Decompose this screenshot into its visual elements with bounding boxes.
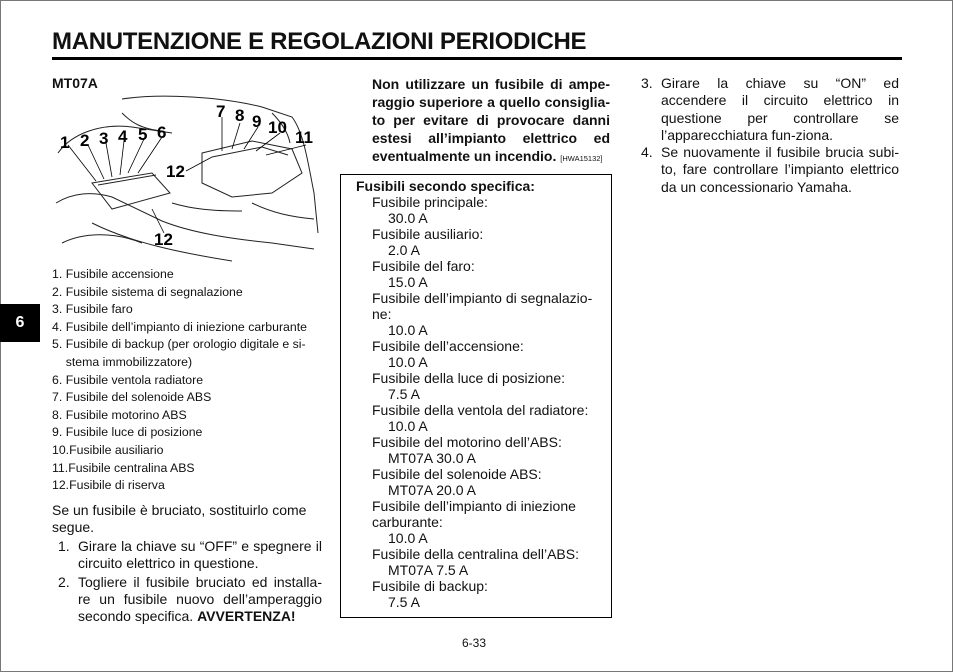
legend-item: 2. Fusibile sistema di segnalazione — [52, 284, 243, 299]
diagram-label-11: 11 — [295, 128, 313, 147]
warning-text: Non utilizzare un fusibile di ampe-raggio superiore a quello consiglia-to per evitare di provocare danni estesi all’impianto elettrico ed eventualmente un incendio. [HWA15132] — [372, 76, 610, 164]
legend-item: 5. Fusibile di backup (per orologio digitale e si-stema immobilizzatore) — [52, 337, 306, 369]
fuse-box-diagram — [52, 93, 320, 265]
spec-item: Fusibile del motorino dell’ABS: MT07A 30.0 A — [372, 434, 562, 466]
legend-item: 8. Fusibile motorino ABS — [52, 407, 187, 422]
diagram-label-4: 4 — [118, 127, 128, 146]
diagram-label-8: 8 — [235, 106, 245, 125]
spec-item: Fusibile del faro: 15.0 A — [372, 258, 475, 290]
diagram-label-10: 10 — [268, 118, 287, 137]
diagram-label-1: 1 — [60, 133, 70, 152]
spec-item: Fusibile della centralina dell’ABS: MT07A 7.5 A — [372, 546, 579, 578]
spec-item: Fusibile del solenoide ABS: MT07A 20.0 A — [372, 466, 542, 498]
spec-item: Fusibile principale: 30.0 A — [372, 194, 488, 226]
page-title: MANUTENZIONE E REGOLAZIONI PERIODICHE — [52, 28, 587, 55]
legend-item: 1. Fusibile accensione — [52, 267, 174, 281]
diagram-label-5: 5 — [138, 125, 148, 144]
legend-item: 9. Fusibile luce di posizione — [52, 425, 203, 440]
warning-keyword: AVVERTENZA! — [197, 608, 296, 624]
replacement-steps-continued — [641, 75, 899, 196]
diagram-label-6: 6 — [157, 123, 167, 142]
legend-item: 7. Fusibile del solenoide ABS — [52, 390, 212, 405]
title-rule — [52, 57, 902, 60]
legend-item: 10. Fusibile ausiliario — [52, 442, 164, 457]
diagram-label-2: 2 — [80, 131, 90, 150]
legend-item: 12. Fusibile di riserva — [52, 478, 165, 493]
legend-item: 11. Fusibile centralina ABS — [52, 460, 195, 475]
legend-item: 6. Fusibile ventola radiatore — [52, 372, 204, 387]
legend-item: 3. Fusibile faro — [52, 302, 133, 317]
page-number: 6-33 — [462, 636, 487, 650]
spec-title: Fusibili secondo specifica: — [356, 178, 535, 194]
diagram-label-12-top: 12 — [166, 162, 185, 181]
spec-item: Fusibile della ventola del radiatore: 10.0 A — [372, 402, 589, 434]
spec-item: Fusibile dell’accensione: 10.0 A — [372, 338, 524, 370]
diagram-label-12-bottom: 12 — [154, 230, 173, 249]
spec-item: Fusibile ausiliario: 2.0 A — [372, 226, 484, 258]
spec-item: Fusibile dell’impianto di iniezione carburante: 10.0 A — [372, 498, 576, 546]
diagram-label-7: 7 — [216, 102, 226, 121]
spec-item: Fusibile di backup: 7.5 A — [372, 578, 488, 610]
diagram-label-9: 9 — [252, 112, 262, 131]
warning-code: [HWA15132] — [560, 154, 603, 163]
step-item: 2. Togliere il fusibile bruciato ed installa-re un fusibile nuovo dell’amperaggio secondo specifica. AVVERTENZA! — [58, 574, 322, 624]
fuse-legend — [52, 266, 324, 495]
model-label: MT07A — [52, 75, 98, 91]
legend-item: 4. Fusibile dell’impianto di iniezione carburante — [52, 319, 307, 334]
replacement-intro: Se un fusibile è bruciato, sostituirlo come segue. — [52, 502, 307, 535]
step-item: 1. Girare la chiave su “OFF” e spegnere il circuito elettrico in questione. — [58, 538, 322, 571]
chapter-tab: 6 — [0, 304, 40, 342]
spec-item: Fusibile dell’impianto di segnalazio-ne: 10.0 A — [372, 290, 593, 338]
replacement-steps — [58, 538, 322, 627]
step-item: 4. Se nuovamente il fusibile brucia subi-to, fare controllare l’impianto elettrico da un concessionario Yamaha. — [641, 144, 899, 195]
step-item: 3. Girare la chiave su “ON” ed accendere il circuito elettrico in questione per controllare se l’apparecchiatura fun-ziona. — [641, 75, 899, 143]
step-text: Togliere il fusibile bruciato ed installa-re un fusibile nuovo dell’amperaggio secondo specifica. — [78, 574, 322, 624]
spec-list — [372, 194, 608, 610]
spec-item: Fusibile della luce di posizione: 7.5 A — [372, 370, 565, 402]
diagram-label-3: 3 — [99, 129, 109, 148]
